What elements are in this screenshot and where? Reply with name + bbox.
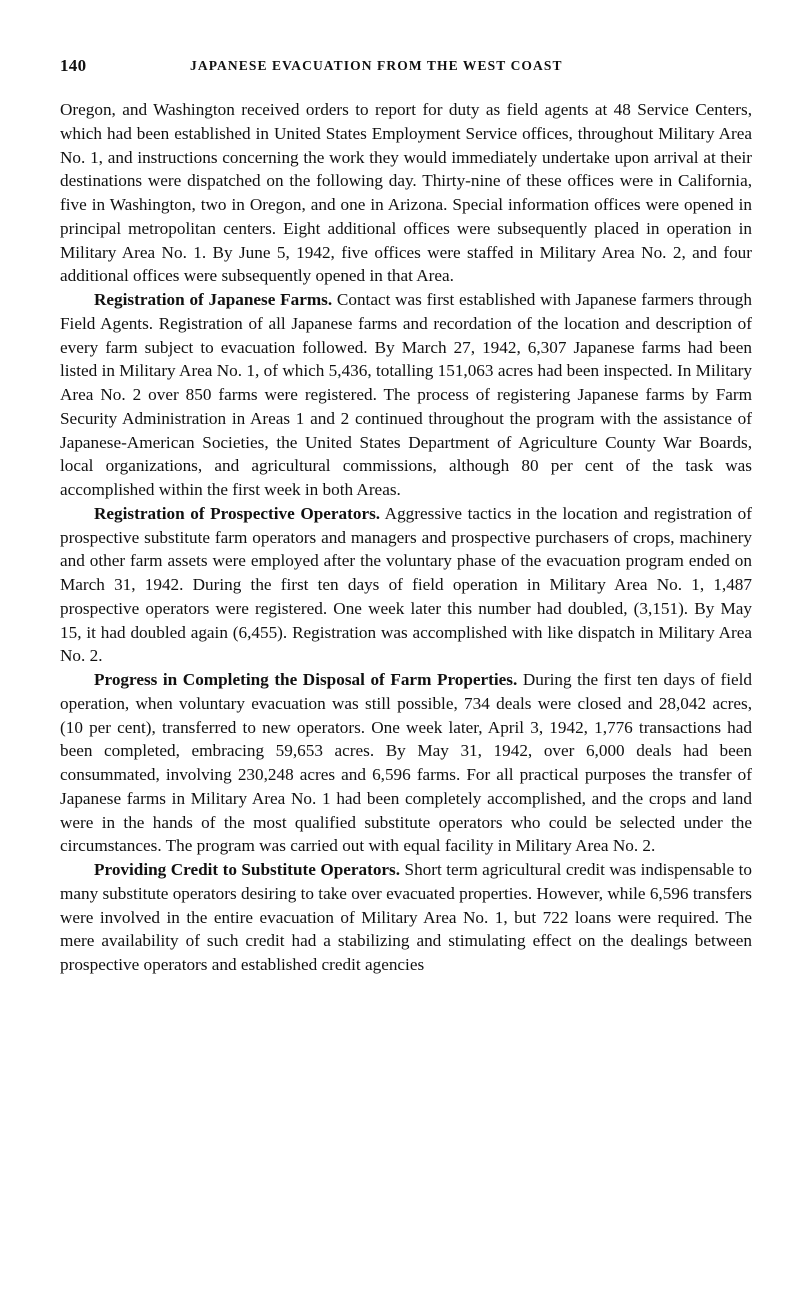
paragraph-text: Contact was first established with Japanese farmers through Field Agents. Registration of all Japanese farms and recordation of the location and description of every farm subject to evacuation followed. By March 27, 1942, 6,307 Japanese farms had been listed in Military Area No. 1, of which 5,436, totalling 151,063 acres had been inspected. In Military Area No. 2 over 850 farms were registered. The process of registering Japanese farms by Farm Security Administration in Areas 1 and 2 continued throughout the program with the assistance of Japanese-American Societies, the United States Department of Agriculture County War Boards, local organizations, and agricultural commissions, although 80 per cent of the task was accomplished within the first week in both Areas. (60, 290, 752, 499)
paragraph-text: During the first ten days of field operation, when voluntary evacuation was still possible, 734 deals were closed and 28,042 acres, (10 per cent), transferred to new operators. One week later, April 3, 1942, 1,776 transactions had been completed, embracing 59,653 acres. By May 31, 1942, over 6,000 deals had been consummated, involving 230,248 acres and 6,596 farms. For all practical purposes the transfer of Japanese farms in Military Area No. 1 had been completely accomplished, and the crops and land were in the hands of the most qualified substitute operators who could be selected under the circumstances. The program was carried out with equal facility in Military Area No. 2. (60, 670, 752, 856)
section-heading: Providing Credit to Substitute Operators. (94, 860, 401, 879)
paragraph-credit (60, 858, 752, 977)
document-page (60, 56, 752, 977)
paragraph-registration-farms (60, 288, 752, 502)
page-number: 140 (60, 56, 87, 75)
running-header (60, 56, 752, 82)
paragraph-registration-operators (60, 502, 752, 668)
paragraph-text: Aggressive tactics in the location and registration of prospective substitute farm operators and managers and prospective purchasers of crops, machinery and other farm assets were employed after the voluntary phase of the evacuation program ended on March 31, 1942. During the first ten days of field operation in Military Area No. 1, 1,487 prospective operators were registered. One week later this number had doubled, (3,151). By May 15, it had doubled again (6,455). Registration was accomplished with like dispatch in Military Area No. 2. (60, 503, 752, 666)
paragraph-text: Short term agricultural credit was indispensable to many substitute operators desiring to take over evacuated properties. However, while 6,596 transfers were involved in the entire evacuation of Military Area No. 1, but 722 loans were required. The mere availability of such credit had a stabilizing and stimulating effect on the dealings between prospective operators and established credit agencies (60, 860, 752, 974)
paragraph-disposal-progress (60, 668, 752, 858)
paragraph-continuation (60, 98, 752, 288)
section-heading: Registration of Japanese Farms. (94, 290, 333, 309)
section-heading: Registration of Prospective Operators. (94, 503, 381, 523)
running-title: JAPANESE EVACUATION FROM THE WEST COAST (190, 58, 563, 73)
section-heading: Progress in Completing the Disposal of Farm Properties. (94, 670, 518, 689)
paragraph-text: Oregon, and Washington received orders to report for duty as field agents at 48 Service Centers, which had been established in United States Employment Service offices, throughout Military Area No. 1, and instructions concerning the work they would immediately undertake upon arrival at their destinations were dispatched on the following day. Thirty-nine of these offices were in California, five in Washington, two in Oregon, and one in Arizona. Special information offices were opened in principal metropolitan centers. Eight additional offices were subsequently placed in operation in Military Area No. 1. By June 5, 1942, five offices were staffed in Military Area No. 2, and four additional offices were subsequently opened in that Area. (60, 100, 752, 286)
body-text (60, 98, 752, 977)
